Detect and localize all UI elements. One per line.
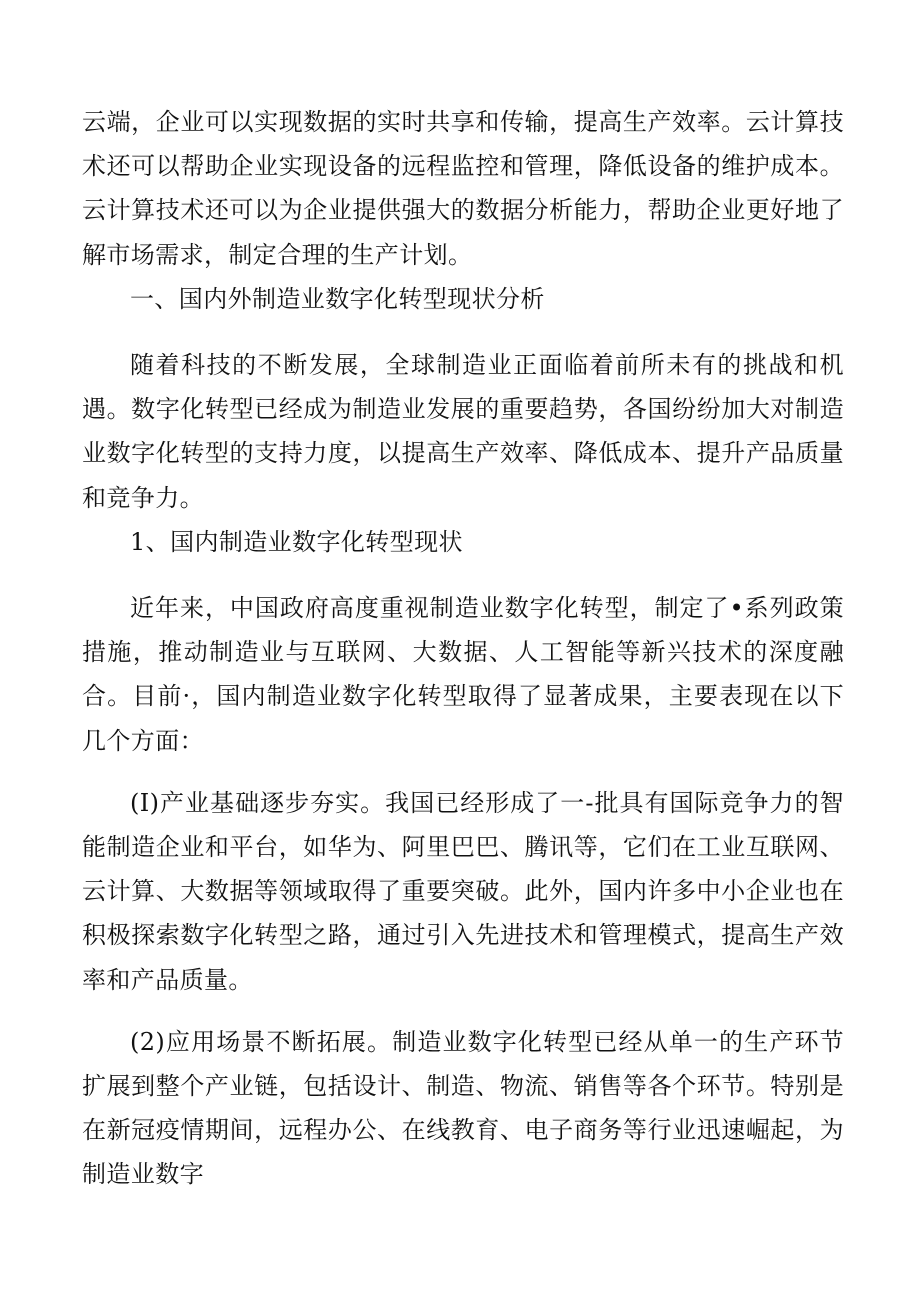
paragraph-cloud-computing: 云端，企业可以实现数据的实时共享和传输，提高生产效率。云计算技术还可以帮助企业实现设备的远程监控和管理，降低设备的维护成本。云计算技术还可以为企业提供强大的数据分析能力，帮助企业更好地了解市场需求，制定合理的生产计划。 bbox=[82, 108, 844, 269]
paragraph-intro: 随着科技的不断发展，全球制造业正面临着前所未有的挑战和机遇。数字化转型已经成为制造业发展的重要趋势，各国纷纷加大对制造业数字化转型的支持力度，以提高生产效率、降低成本、提升产品质量和竞争力。 bbox=[82, 351, 844, 512]
paragraph-point-1: (I)产业基础逐步夯实。我国已经形成了一-批具有国际竞争力的智能制造企业和平台，如华为、阿里巴巴、腾讯等，它们在工业互联网、云计算、大数据等领域取得了重要突破。此外，国内许多中小企业也在积极探索数字化转型之路，通过引入先进技术和管理模式，提高生产效率和产品质量。 bbox=[82, 788, 844, 994]
document-body bbox=[82, 100, 844, 1197]
paragraph-domestic-status: 近年来，中国政府高度重视制造业数字化转型，制定了•系列政策措施，推动制造业与互联网、大数据、人工智能等新兴技术的深度融合。目前·，国内制造业数字化转型取得了显著成果，主要表现在以下几个方面： bbox=[82, 594, 844, 755]
subsection-heading: 1、国内制造业数字化转型现状 bbox=[130, 527, 463, 556]
section-heading: 一、国内外制造业数字化转型现状分析 bbox=[130, 284, 545, 313]
paragraph-point-2: (2)应用场景不断拓展。制造业数字化转型已经从单一的生产环节扩展到整个产业链，包括设计、制造、物流、销售等各个环节。特别是在新冠疫情期间，远程办公、在线教育、电子商务等行业迅速崛起，为制造业数字 bbox=[82, 1027, 844, 1189]
